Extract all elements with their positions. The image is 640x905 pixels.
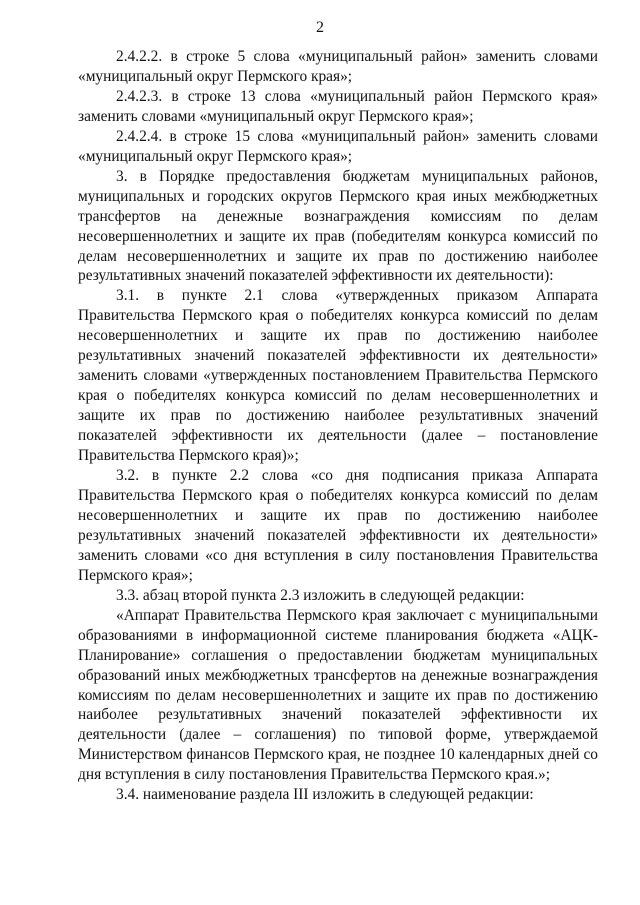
page-number: 2 [316,19,324,36]
paragraph-3-2: 3.2. в пункте 2.2 слова «со дня подписания приказа Аппарата Правительства Пермского края о победителях конкурса комиссий по делам несовершеннолетних и защите их прав по достижению наиболее результативных значений показателей эффективности их деятельности» заменить словами «со дня вступления в силу постановления Правительства Пермского края»; [78,467,598,584]
document-body [78,47,598,805]
paragraph-2-4-2-4: 2.4.2.4. в строке 15 слова «муниципальный район» заменить словами «муниципальный округ Пермского края»; [78,127,598,165]
paragraph-3-3-quote: «Аппарат Правительства Пермского края заключает с муниципальными образованиями в информационной системе планирования бюджета «АЦК-Планирование» соглашения о предоставлении бюджетам муниципальных образований иных межбюджетных трансфертов на денежные вознаграждения комиссиям по делам несовершеннолетних и защите их прав по достижению наиболее результативных значений показателей эффективности их деятельности (далее – соглашения) по типовой форме, утверждаемой Министерством финансов Пермского края, не позднее 10 календарных дней со дня вступления в силу постановления Правительства Пермского края.»; [78,606,598,784]
paragraph-2-4-2-3: 2.4.2.3. в строке 13 слова «муниципальный район Пермского края» заменить словами «муниципальный округ Пермского края»; [78,87,598,125]
paragraph-3: 3. в Порядке предоставления бюджетам муниципальных районов, муниципальных и городских округов Пермского края иных межбюджетных трансфертов на денежные вознаграждения комиссиям по делам несовершеннолетних и защите их прав (победителям конкурса комиссий по делам несовершеннолетних и защите их прав по достижению наиболее результативных значений показателей эффективности их деятельности): [78,167,598,285]
paragraph-3-3: 3.3. абзац второй пункта 2.3 изложить в следующей редакции: [116,586,525,604]
paragraph-2-4-2-2: 2.4.2.2. в строке 5 слова «муниципальный район» заменить словами «муниципальный округ Пермского края»; [78,48,598,85]
paragraph-3-4: 3.4. наименование раздела III изложить в следующей редакции: [116,786,534,804]
paragraph-3-1: 3.1. в пункте 2.1 слова «утвержденных приказом Аппарата Правительства Пермского края о победителях конкурса комиссий по делам несовершеннолетних и защите их прав по достижению наиболее результативных значений показателей эффективности их деятельности» заменить словами «утвержденных постановлением Правительства Пермского края о победителях конкурса комиссий по делам несовершеннолетних и защите их прав по достижению наиболее результативных значений показателей эффективности их деятельности (далее – постановление Правительства Пермского края)»; [78,287,598,465]
